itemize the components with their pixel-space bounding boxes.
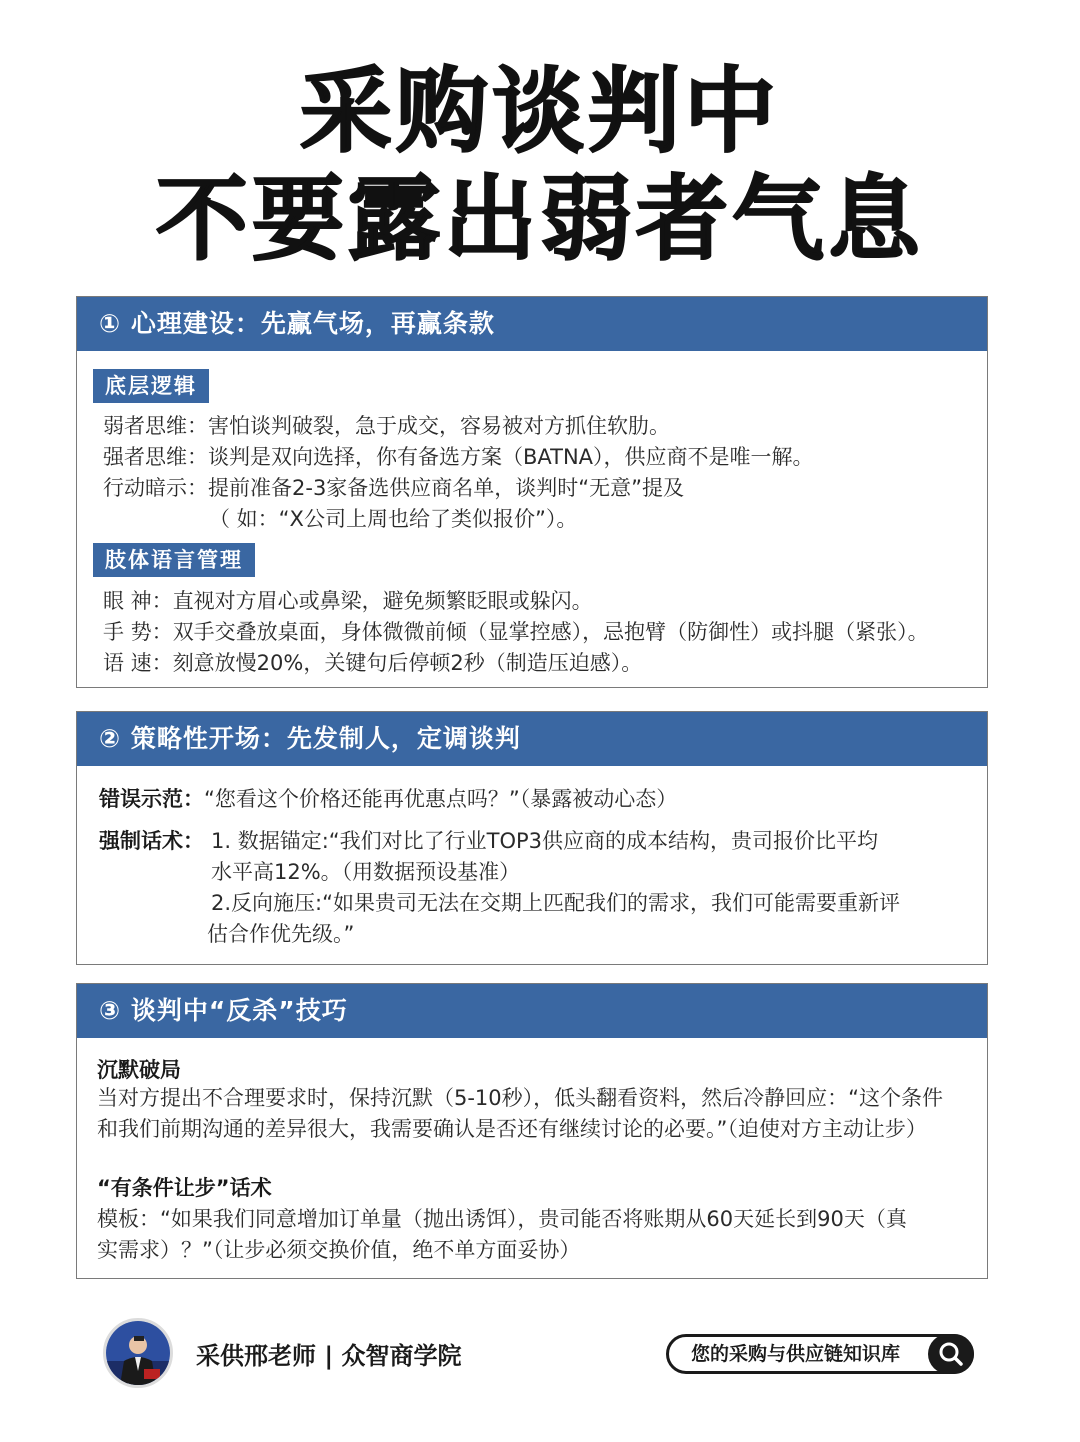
section-counter (76, 983, 988, 1279)
page-title-line1: 采购谈判中 (299, 58, 780, 165)
page-title-line2: 不要露出弱者气息 (155, 166, 924, 273)
action-hint-label: 行动暗示： (103, 476, 208, 500)
wrong-example-label: 错误示范： (99, 787, 204, 811)
section3-header: ③ 谈判中“反杀”技巧 (77, 984, 987, 1038)
speed-text: 刻意放慢20%，关键句后停顿2秒（制造压迫感）。 (172, 651, 643, 675)
search-button[interactable] (928, 1334, 974, 1374)
weak-thinking-line (103, 411, 670, 442)
force-script-line-4: 估合作优先级。” (207, 922, 355, 946)
strong-thinking-line (103, 442, 814, 473)
weak-thinking-label: 弱者思维： (103, 414, 208, 438)
slogan-text: 您的采购与供应链知识库 (691, 1343, 901, 1365)
action-hint-text: 提前准备2-3家备选供应商名单，谈判时“无意”提及 (208, 476, 685, 500)
silence-line-1: 当对方提出不合理要求时，保持沉默（5-10秒），低头翻看资料，然后冷静回应：“这个条件 (97, 1086, 944, 1110)
force-script-line-1: 1. 数据锚定:“我们对比了行业TOP3供应商的成本结构，贵司报价比平均 (211, 829, 879, 853)
knowledge-search-pill[interactable] (666, 1334, 974, 1374)
conditional-title: “有条件让步”话术 (97, 1176, 272, 1200)
wrong-example-text: “您看这个价格还能再优惠点吗？”（暴露被动心态） (204, 787, 678, 811)
strong-thinking-text: 谈判是双向选择，你有备选方案（BATNA），供应商不是唯一解。 (208, 445, 814, 469)
conditional-line-2: 实需求）？”（让步必须交换价值，绝不单方面妥协） (97, 1238, 581, 1262)
force-script-label: 强制话术： (99, 829, 204, 853)
eye-line (103, 586, 593, 617)
gesture-text: 双手交叠放桌面，身体微微前倾（显掌控感），忌抱臂（防御性）或抖腿（紧张）。 (172, 620, 929, 644)
action-hint-line (103, 473, 684, 504)
section2-header: ② 策略性开场：先发制人，定调谈判 (77, 712, 987, 766)
avatar (103, 1318, 173, 1388)
eye-text: 直视对方眉心或鼻梁，避免频繁眨眼或躲闪。 (172, 589, 593, 613)
body-language-tag: 肢体语言管理 (93, 543, 255, 577)
gesture-line (103, 617, 929, 648)
force-script-line-2: 水平高12%。（用数据预设基准） (211, 860, 521, 884)
section1-header: ① 心理建设：先赢气场，再赢条款 (77, 297, 987, 351)
search-icon (928, 1334, 974, 1374)
weak-thinking-text: 害怕谈判破裂，急于成交，容易被对方抓住软肋。 (208, 414, 670, 438)
eye-label: 眼 神： (103, 589, 173, 613)
conditional-line-1: 模板：“如果我们同意增加订单量（抛出诱饵），贵司能否将账期从60天延长到90天（真 (97, 1207, 907, 1231)
silence-line-2: 和我们前期沟通的差异很大，我需要确认是否还有继续讨论的必要。”（迫使对方主动让步） (97, 1117, 927, 1141)
section-opening (76, 711, 988, 965)
force-script-line-3: 2.反向施压:“如果贵司无法在交期上匹配我们的需求，我们可能需要重新评 (211, 891, 900, 915)
strong-thinking-label: 强者思维： (103, 445, 208, 469)
speed-label: 语 速： (103, 651, 173, 675)
gesture-label: 手 势： (103, 620, 173, 644)
author-name: 采供邢老师 | 众智商学院 (196, 1342, 462, 1370)
wrong-example-line (99, 784, 677, 815)
silence-title: 沉默破局 (97, 1058, 181, 1082)
speed-line (103, 648, 642, 679)
section-psychology (76, 296, 988, 688)
action-hint-cont: （ 如：“X公司上周也给了类似报价”）。 (209, 507, 578, 531)
logic-tag: 底层逻辑 (93, 369, 209, 403)
avatar-portrait-icon (106, 1321, 170, 1385)
